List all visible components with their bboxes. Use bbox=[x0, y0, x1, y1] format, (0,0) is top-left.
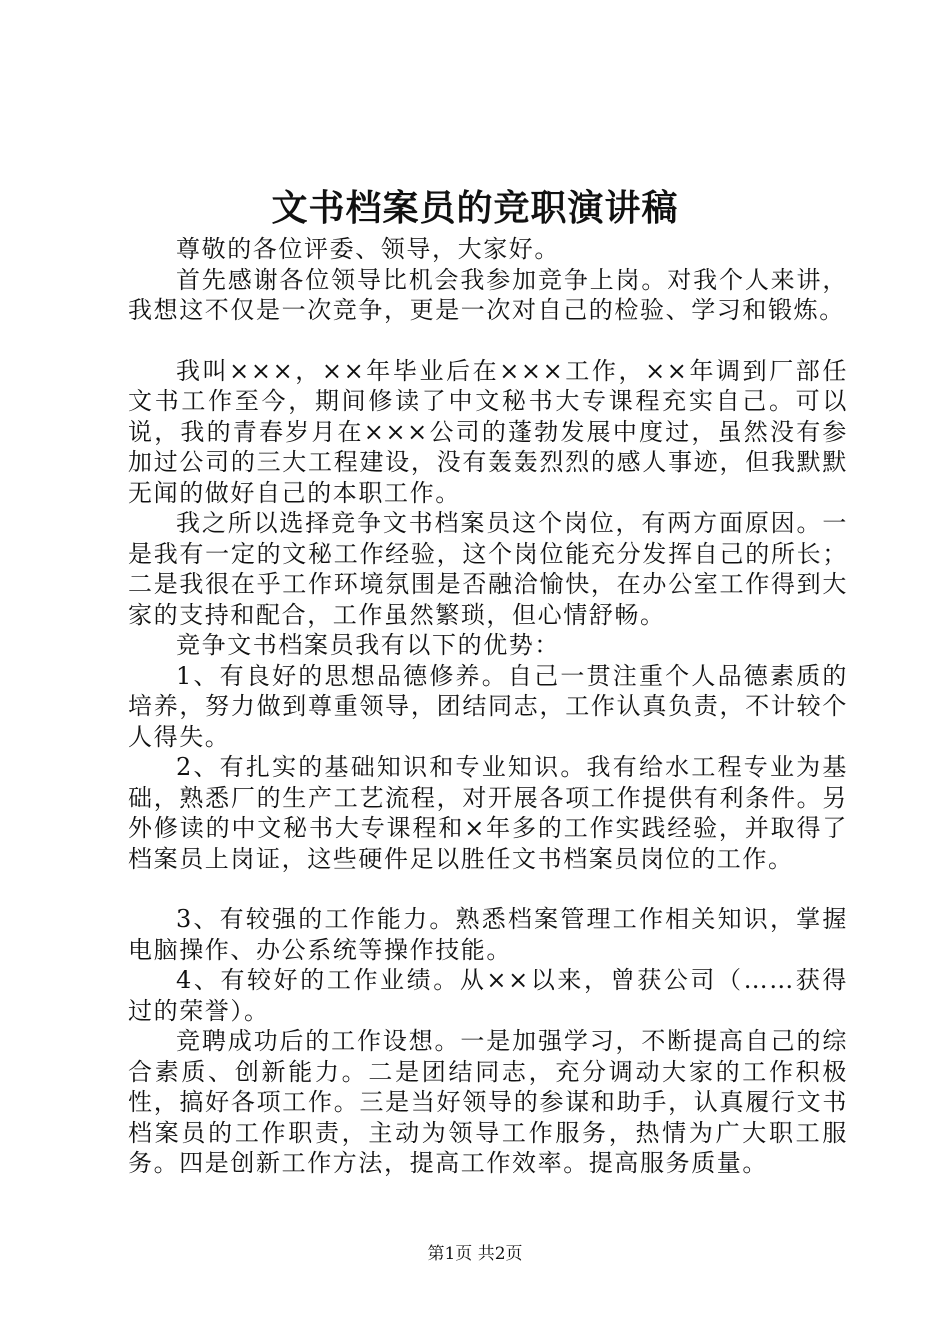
reason-paragraph: 我之所以选择竞争文书档案员这个岗位，有两方面原因。一是我有一定的文秘工作经验，这个岗位能充分发挥自己的所长；二是我很在乎工作环境氛围是否融洽愉快，在办公室工作得到大家的支持和配合，工作虽然繁琐，但心情舒畅。 bbox=[128, 509, 848, 629]
document-title: 文书档案员的竞职演讲稿 bbox=[271, 187, 679, 229]
work-plan-paragraph: 竞聘成功后的工作设想。一是加强学习，不断提高自己的综合素质、创新能力。二是团结同志，充分调动大家的工作积极性，搞好各项工作。三是当好领导的参谋和助手，认真履行文书档案员的工作职责，主动为领导工作服务，热情为广大职工服务。四是创新工作方法，提高工作效率。提高服务质量。 bbox=[128, 1027, 848, 1177]
advantage-item-2: 2、有扎实的基础知识和专业知识。我有给水工程专业为基础，熟悉厂的生产工艺流程，对开展各项工作提供有利条件。另外修读的中文秘书大专课程和×年多的工作实践经验，并取得了档案员上岗证，这些硬件足以胜任文书档案员岗位的工作。 bbox=[128, 753, 848, 873]
advantage-item-1: 1、有良好的思想品德修养。自己一贯注重个人品德素质的培养，努力做到尊重领导，团结同志，工作认真负责，不计较个人得失。 bbox=[128, 661, 848, 751]
document-body bbox=[128, 234, 848, 1179]
advantage-item-3: 3、有较强的工作能力。熟悉档案管理工作相关知识，掌握电脑操作、办公系统等操作技能。 bbox=[128, 905, 848, 964]
self-introduction-paragraph: 我叫×××，××年毕业后在×××工作，××年调到厂部任文书工作至今，期间修读了中文秘书大专课程充实自己。可以说，我的青春岁月在×××公司的蓬勃发展中度过，虽然没有参加过公司的三大工程建设，没有轰轰烈烈的感人事迹，但我默默无闻的做好自己的本职工作。 bbox=[128, 356, 848, 507]
intro-paragraph: 首先感谢各位领导比机会我参加竞争上岗。对我个人来讲，我想这不仅是一次竞争，更是一次对自己的检验、学习和锻炼。 bbox=[128, 265, 848, 324]
advantages-heading-paragraph: 竞争文书档案员我有以下的优势： bbox=[176, 631, 560, 659]
advantage-item-4: 4、有较好的工作业绩。从××以来，曾获公司（……获得过的荣誉）。 bbox=[128, 966, 848, 1025]
page-number-footer: 第1页 共2页 bbox=[427, 1244, 523, 1264]
greeting-paragraph: 尊敬的各位评委、领导，大家好。 bbox=[176, 235, 560, 263]
